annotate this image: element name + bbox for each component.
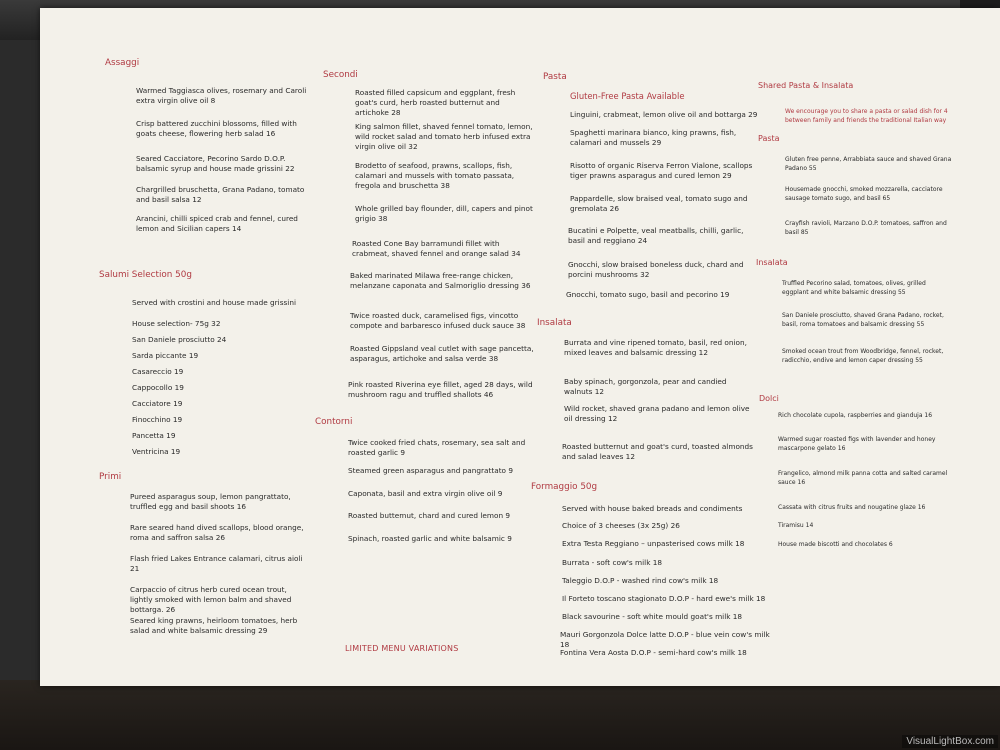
menu-item: Fontina Vera Aosta D.O.P - semi-hard cow's milk 18: [560, 648, 747, 657]
menu-item: Taleggio D.O.P - washed rind cow's milk 18: [562, 576, 719, 585]
section-heading-salumi: Salumi Selection 50g: [99, 270, 192, 280]
menu-item: Ventricina 19: [132, 447, 181, 456]
limited-menu-variations: LIMITED MENU VARIATIONS: [345, 644, 459, 653]
menu-item: Roasted filled capsicum and eggplant, fresh goat's curd, herb roasted butternut and artichoke 28: [355, 88, 516, 118]
section-heading-dolci: Dolci: [759, 394, 779, 403]
menu-item: Linguini, crabmeat, lemon olive oil and bottarga 29: [570, 110, 758, 119]
section-heading-formaggio: Formaggio 50g: [531, 482, 598, 492]
menu-item: Bucatini e Polpette, veal meatballs, chilli, garlic, basil and reggiano 24: [568, 226, 744, 246]
menu-item: Twice roasted duck, caramelised figs, vincotto compote and barbaresco infused duck sauce 38: [350, 311, 526, 331]
menu-item: Choice of 3 cheeses (3x 25g) 26: [562, 521, 680, 530]
menu-item: Tiramisu 14: [778, 522, 814, 529]
section-heading-pasta: Pasta: [543, 72, 567, 82]
menu-item: Spaghetti marinara bianco, king prawns, fish, calamari and mussels 29: [570, 128, 737, 148]
menu-item: Roasted Gippsland veal cutlet with sage pancetta, asparagus, artichoke and salsa verde 38: [350, 344, 534, 364]
menu-item: San Daniele prosciutto 24: [132, 335, 227, 344]
menu-item: Served with house baked breads and condiments: [562, 504, 743, 513]
menu-item: Roasted Cone Bay barramundi fillet with crabmeat, shaved fennel and orange salad 34: [352, 239, 521, 259]
menu-item: Baked marinated Milawa free-range chicken, melanzane caponata and Salmoriglio dressing 36: [350, 271, 531, 291]
menu-item: Seared Cacciatore, Pecorino Sardo D.O.P. balsamic syrup and house made grissini 22: [136, 154, 295, 174]
menu-item: House made biscotti and chocolates 6: [778, 541, 893, 548]
menu-item: Burrata and vine ripened tomato, basil, red onion, mixed leaves and balsamic dressing 12: [564, 338, 747, 358]
menu-item: King salmon fillet, shaved fennel tomato, lemon, wild rocket salad and tomato herb infused extra virgin olive oil 32: [355, 122, 533, 152]
menu-item: Cassata with citrus fruits and nougatine glaze 16: [778, 504, 926, 511]
background-table: [0, 680, 1000, 750]
section-heading-primi: Primi: [99, 472, 122, 482]
menu-item: Caponata, basil and extra virgin olive oil 9: [348, 489, 503, 498]
menu-item: Steamed green asparagus and pangrattato 9: [348, 466, 513, 475]
menu-item: Wild rocket, shaved grana padano and lemon olive oil dressing 12: [564, 404, 750, 424]
menu-item: Seared king prawns, heirloom tomatoes, herb salad and white balsamic dressing 29: [130, 616, 298, 636]
menu-item: Roasted butternut and goat's curd, toasted almonds and salad leaves 12: [562, 442, 753, 462]
menu-item: Twice cooked fried chats, rosemary, sea salt and roasted garlic 9: [348, 438, 526, 458]
menu-item: Black savourine - soft white mould goat's milk 18: [562, 612, 743, 621]
menu-item: Warmed sugar roasted figs with lavender and honey mascarpone gelato 16: [778, 436, 936, 452]
watermark: VisualLightBox.com: [902, 735, 998, 748]
menu-item: Rare seared hand dived scallops, blood orange, roma and saffron salsa 26: [130, 523, 304, 543]
menu-item: Il Forteto toscano stagionato D.O.P - hard ewe's milk 18: [562, 594, 766, 603]
menu-item: Gluten free penne, Arrabbiata sauce and shaved Grana Padano 55: [785, 156, 952, 172]
menu-item: Pink roasted Riverina eye fillet, aged 28 days, wild mushroom ragu and truffled shallots 46: [348, 380, 533, 400]
menu-item: Extra Testa Reggiano – unpasterised cows milk 18: [562, 539, 745, 548]
menu-item: Brodetto of seafood, prawns, scallops, fish, calamari and mussels with tomato passata, fregola and bruschetta 38: [355, 161, 515, 191]
menu-item: Crisp battered zucchini blossoms, filled with goats cheese, flowering herb salad 16: [136, 119, 297, 139]
menu-item: Gnocchi, tomato sugo, basil and pecorino 19: [566, 290, 730, 299]
sharing-note: We encourage you to share a pasta or salad dish for 4 between family and friends the traditional Italian way: [785, 108, 948, 124]
menu-item: Cappocollo 19: [132, 383, 184, 392]
menu-item: Crayfish ravioli, Marzano D.O.P. tomatoes, saffron and basil 85: [785, 220, 947, 236]
menu-item: Arancini, chilli spiced crab and fennel, cured lemon and Sicilian capers 14: [136, 214, 298, 234]
menu-item: Finocchino 19: [132, 415, 183, 424]
menu-item: Sarda piccante 19: [132, 351, 199, 360]
menu-item: Gnocchi, slow braised boneless duck, chard and porcini mushrooms 32: [568, 260, 744, 280]
menu-item: San Daniele prosciutto, shaved Grana Padano, rocket, basil, roma tomatoes and balsamic dressing 55: [782, 312, 944, 328]
section-heading-shared: Shared Pasta & Insalata: [758, 81, 854, 90]
menu-item: Truffled Pecorino salad, tomatoes, olives, grilled eggplant and white balsamic dressing 55: [782, 280, 926, 296]
section-heading-insalata: Insalata: [537, 318, 572, 328]
menu-item: Whole grilled bay flounder, dill, capers and pinot grigio 38: [355, 204, 533, 224]
gluten-free-note: Gluten-Free Pasta Available: [570, 91, 685, 101]
menu-item: Carpaccio of citrus herb cured ocean trout, lightly smoked with lemon balm and shaved bottarga. 26: [130, 585, 292, 615]
menu-item: Smoked ocean trout from Woodbridge, fennel, rocket, radicchio, endive and lemon caper dressing 55: [782, 348, 944, 364]
menu-item: Burrata - soft cow's milk 18: [562, 558, 663, 567]
menu-item: Served with crostini and house made grissini: [132, 298, 296, 307]
section-heading-secondi: Secondi: [323, 70, 358, 80]
menu-item: Chargrilled bruschetta, Grana Padano, tomato and basil salsa 12: [136, 185, 305, 205]
menu-item: Baby spinach, gorgonzola, pear and candied walnuts 12: [564, 377, 727, 397]
menu-item: Rich chocolate cupola, raspberries and gianduja 16: [778, 412, 933, 419]
section-heading-shared-pasta: Pasta: [758, 134, 780, 143]
menu-item: Spinach, roasted garlic and white balsamic 9: [348, 534, 512, 543]
section-heading-shared-insalata: Insalata: [756, 258, 788, 267]
menu-item: Mauri Gorgonzola Dolce latte D.O.P - blue vein cow's milk 18: [560, 630, 770, 650]
menu-item: Housemade gnocchi, smoked mozzarella, cacciatore sausage tomato sugo, and basil 65: [785, 186, 943, 202]
menu-item: Pappardelle, slow braised veal, tomato sugo and gremolata 26: [570, 194, 748, 214]
menu-item: Risotto of organic Riserva Ferron Vialone, scallops tiger prawns asparagus and cured lemon 29: [570, 161, 753, 181]
section-heading-assaggi: Assaggi: [105, 58, 140, 68]
menu-item: Roasted buttemut, chard and cured lemon 9: [348, 511, 511, 520]
menu-item: Flash fried Lakes Entrance calamari, citrus aioli 21: [130, 554, 303, 574]
menu-item: Warmed Taggiasca olives, rosemary and Caroli extra virgin olive oil 8: [136, 86, 307, 106]
menu-item: Casareccio 19: [132, 367, 184, 376]
menu-sheet: [40, 8, 1000, 686]
menu-item: Cacciatore 19: [132, 399, 183, 408]
menu-item: House selection- 75g 32: [132, 319, 221, 328]
menu-item: Frangelico, almond milk panna cotta and salted caramel sauce 16: [778, 470, 948, 486]
menu-item: Pancetta 19: [132, 431, 176, 440]
section-heading-contorni: Contorni: [315, 417, 353, 427]
menu-item: Pureed asparagus soup, lemon pangrattato, truffled egg and basil shoots 16: [130, 492, 291, 512]
